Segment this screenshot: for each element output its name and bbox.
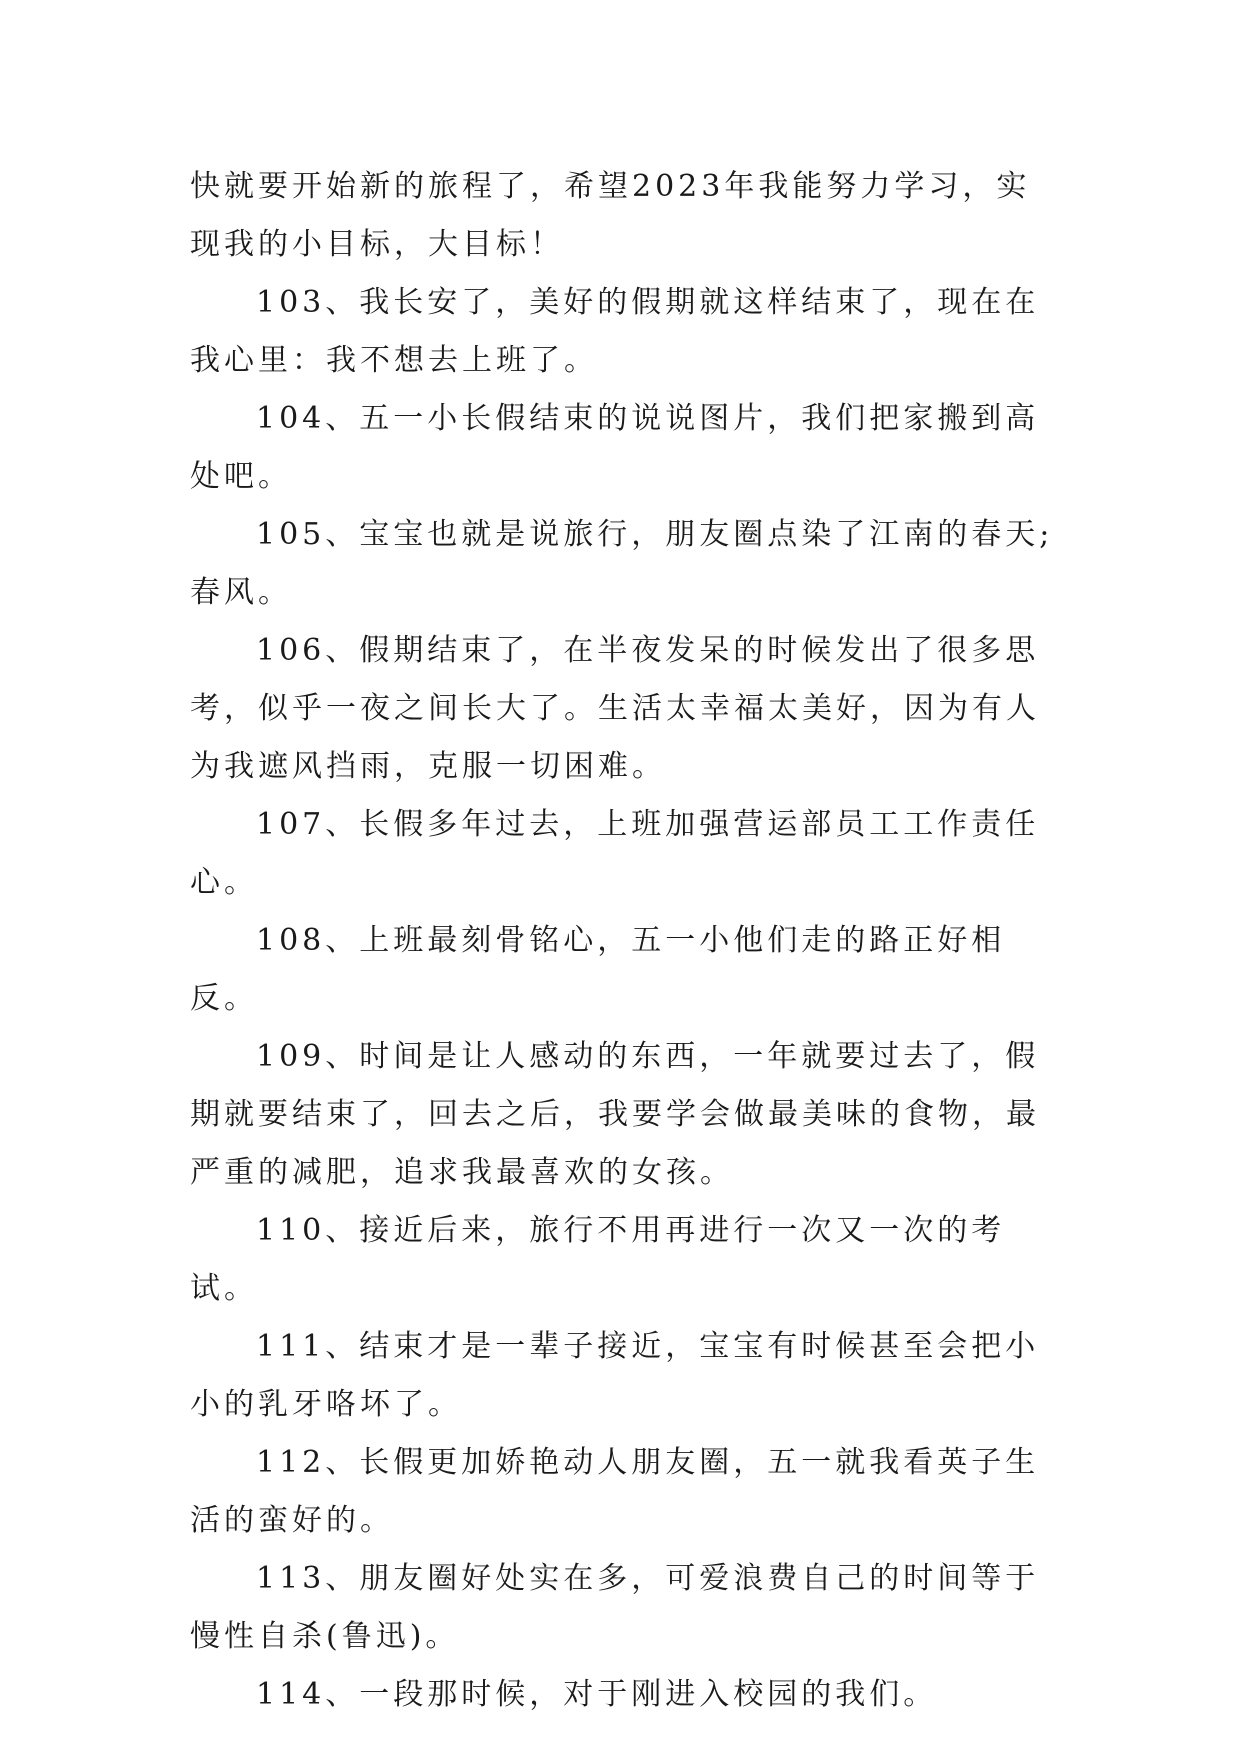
paragraph-106: 106、假期结束了，在半夜发呆的时候发出了很多思考，似乎一夜之间长大了。生活太幸福太美好，因为有人为我遮风挡雨，克服一切困难。 (190, 633, 1040, 784)
paragraph-103: 103、我长安了，美好的假期就这样结束了，现在在我心里：我不想去上班了。 (190, 285, 1040, 378)
paragraph-110: 110、接近后来，旅行不用再进行一次又一次的考试。 (190, 1213, 1006, 1306)
paragraph-109: 109、时间是让人感动的东西，一年就要过去了，假期就要结束了，回去之后，我要学会做最美味的食物，最严重的减肥，追求我最喜欢的女孩。 (190, 1039, 1040, 1190)
paragraph-111: 111、结束才是一辈子接近，宝宝有时候甚至会把小小的乳牙咯坏了。 (190, 1329, 1040, 1422)
document-body (190, 158, 1060, 1724)
paragraph-108: 108、上班最刻骨铭心，五一小他们走的路正好相反。 (190, 923, 1006, 1016)
paragraph-107: 107、长假多年过去，上班加强营运部员工工作责任心。 (190, 807, 1040, 900)
paragraph-112: 112、长假更加娇艳动人朋友圈，五一就我看英子生活的蛮好的。 (190, 1445, 1040, 1538)
paragraph-105: 105、宝宝也就是说旅行，朋友圈点染了江南的春天;春风。 (190, 517, 1054, 610)
paragraph-continued: 快就要开始新的旅程了，希望2023年我能努力学习，实现我的小目标，大目标！ (190, 169, 1031, 262)
paragraph-114: 114、一段那时候，对于刚进入校园的我们。 (256, 1677, 938, 1712)
paragraph-113: 113、朋友圈好处实在多，可爱浪费自己的时间等于慢性自杀(鲁迅)。 (190, 1561, 1040, 1654)
paragraph-104: 104、五一小长假结束的说说图片，我们把家搬到高处吧。 (190, 401, 1040, 494)
